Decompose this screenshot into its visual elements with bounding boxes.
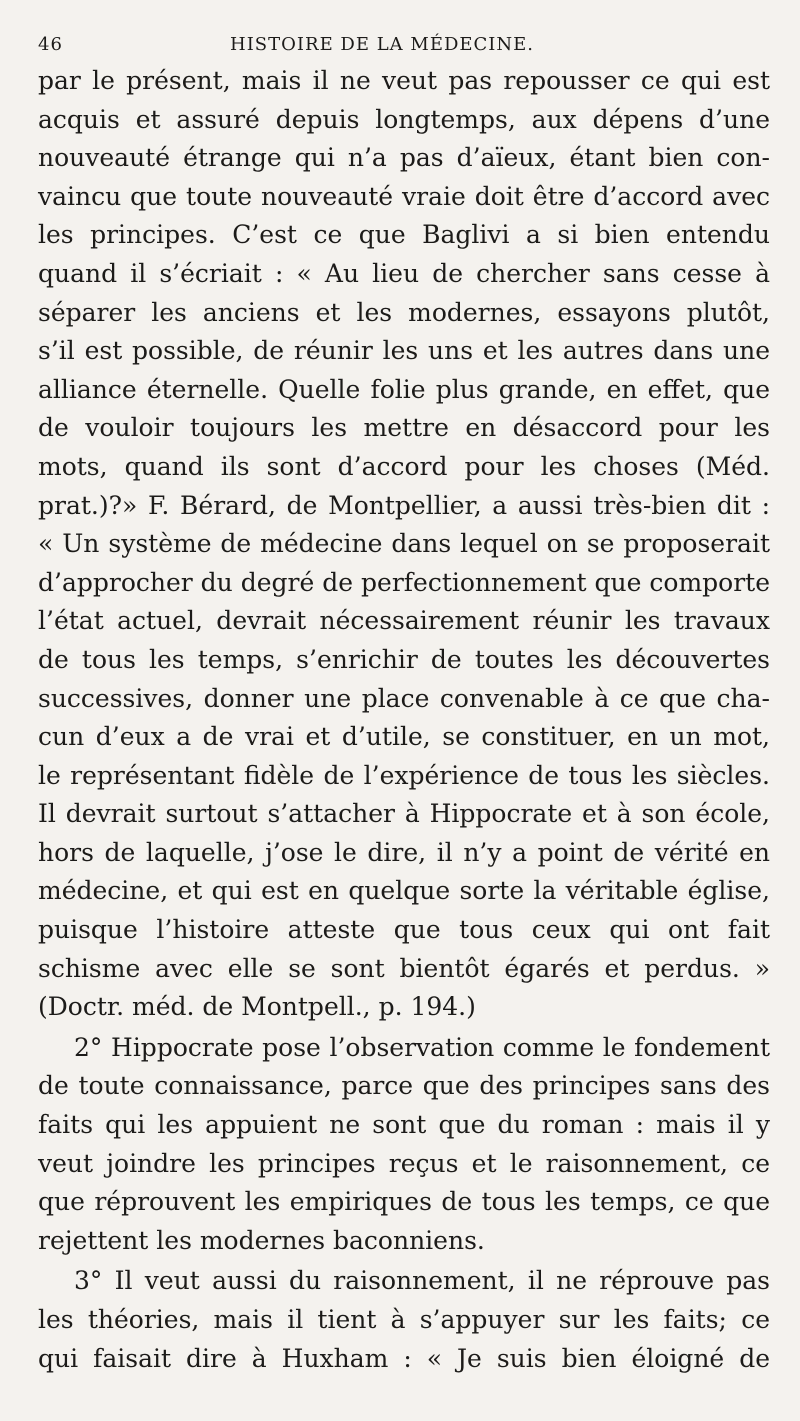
body-text xyxy=(38,62,770,1378)
text-line: les principes. C’est ce que Baglivi a si bien entendu xyxy=(38,220,770,250)
text-line: alliance éternelle. Quelle folie plus grande, en effet, que xyxy=(38,374,770,404)
text-line: médecine, et qui est en quelque sorte la véritable église, xyxy=(38,876,770,906)
text-line: faits qui les appuient ne sont que du roman : mais il y xyxy=(38,1110,770,1140)
text-line: schisme avec elle se sont bientôt égarés et perdus. » xyxy=(38,953,770,983)
paragraph-1 xyxy=(38,62,770,1027)
text-line: cun d’eux a de vrai et d’utile, se constituer, en un mot, xyxy=(38,722,770,752)
text-line: le représentant fidèle de l’expérience de tous les siècles. xyxy=(38,760,770,790)
text-line: de toute connaissance, parce que des principes sans des xyxy=(38,1071,770,1101)
text-line: 3° Il veut aussi du raisonnement, il ne réprouve pas xyxy=(74,1266,770,1296)
text-line: s’il est possible, de réunir les uns et les autres dans une xyxy=(38,336,770,366)
text-line: les théories, mais il tient à s’appuyer sur les faits; ce xyxy=(38,1305,770,1334)
text-line: quand il s’écriait : « Au lieu de chercher sans cesse à xyxy=(38,258,770,288)
text-line: acquis et assuré depuis longtemps, aux dépens d’une xyxy=(38,104,770,134)
text-line: d’approcher du degré de perfectionnement que comporte xyxy=(38,567,770,597)
text-line: que réprouvent les empiriques de tous les temps, ce que xyxy=(38,1187,770,1217)
paragraph-2 xyxy=(38,1029,770,1261)
text-line: veut joindre les principes reçus et le raisonnement, ce xyxy=(38,1148,770,1178)
text-line: de tous les temps, s’enrichir de toutes les découvertes xyxy=(38,644,770,674)
paragraph-3 xyxy=(38,1262,770,1378)
text-line: prat.)?» F. Bérard, de Montpellier, a aussi très-bien dit : xyxy=(38,490,770,520)
text-line: hors de laquelle, j’ose le dire, il n’y a point de vérité en xyxy=(38,837,770,867)
running-title: HISTOIRE DE LA MÉDECINE. xyxy=(230,34,535,55)
text-line: par le présent, mais il ne veut pas repousser ce qui est xyxy=(38,66,770,95)
text-line: de vouloir toujours les mettre en désaccord pour les xyxy=(38,413,770,443)
text-line: l’état actuel, devrait nécessairement réunir les travaux xyxy=(38,606,770,636)
text-line: mots, quand ils sont d’accord pour les choses (Méd. xyxy=(38,451,770,481)
text-line: nouveauté étrange qui n’a pas d’aïeux, étant bien con- xyxy=(38,143,770,173)
text-line: (Doctr. méd. de Montpell., p. 194.) xyxy=(38,992,476,1022)
text-line: qui faisait dire à Huxham : « Je suis bien éloigné de xyxy=(38,1343,770,1373)
text-line: rejettent les modernes baconniens. xyxy=(38,1225,485,1255)
text-line: séparer les anciens et les modernes, essayons plutôt, xyxy=(38,297,770,327)
running-head xyxy=(38,28,770,62)
text-line: 2° Hippocrate pose l’observation comme le fondement xyxy=(74,1032,770,1062)
text-line: puisque l’histoire atteste que tous ceux qui ont fait xyxy=(38,915,770,945)
text-line: successives, donner une place convenable à ce que cha- xyxy=(38,683,770,713)
text-line: Il devrait surtout s’attacher à Hippocrate et à son école, xyxy=(38,799,770,829)
text-line: « Un système de médecine dans lequel on se proposerait xyxy=(38,529,770,559)
text-line: vaincu que toute nouveauté vraie doit être d’accord avec xyxy=(38,181,770,211)
page-number: 46 xyxy=(38,34,63,55)
